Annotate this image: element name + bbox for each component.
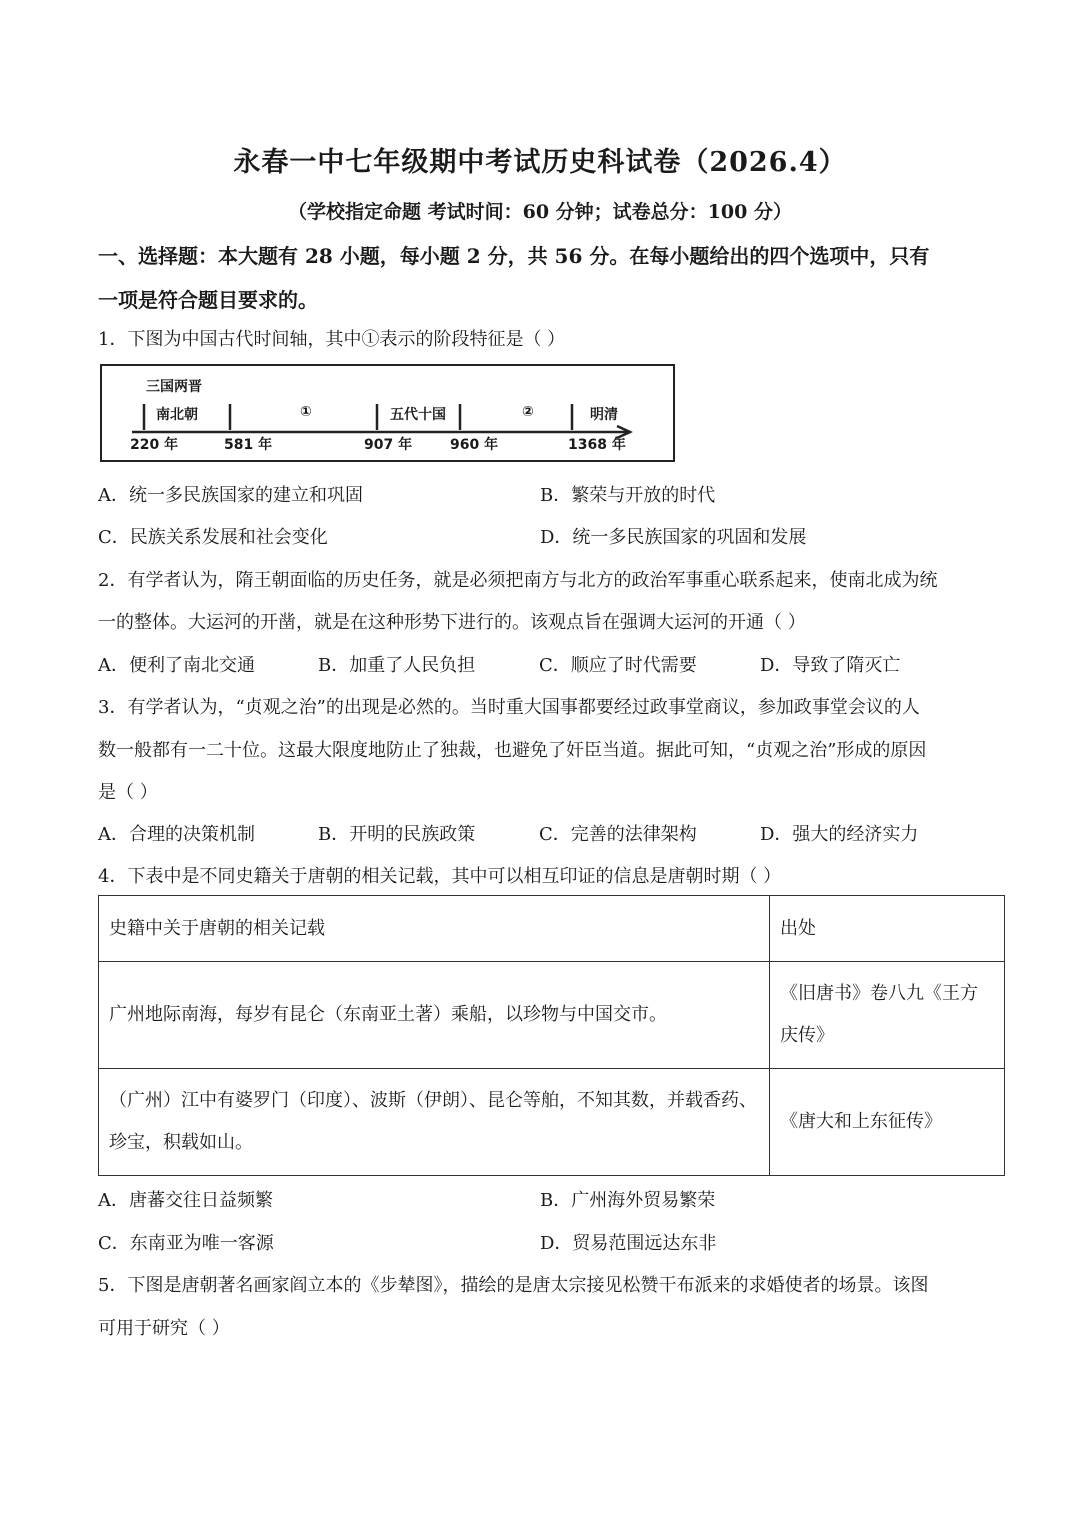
- table-header-row: [99, 896, 1005, 962]
- q2-stem-line2: 一的整体。大运河的开凿，就是在这种形势下进行的。该观点旨在强调大运河的开通（ ）: [98, 612, 806, 633]
- q1-stem: 1．下图为中国古代时间轴，其中①表示的阶段特征是（ ）: [98, 329, 566, 350]
- q4-records-table: [98, 895, 1005, 1176]
- q3-option-b[interactable]: B．开明的民族政策: [318, 824, 476, 845]
- table-cell: 《旧唐书》卷八九《王方庆传》: [770, 962, 1005, 1069]
- table-row: [99, 1069, 1005, 1176]
- q3-stem-line2: 数一般都有一二十位。这最大限度地防止了独裁，也避免了奸臣当道。据此可知，“贞观之治”形成的原因: [98, 740, 927, 761]
- table-header-cell: 出处: [770, 896, 1005, 962]
- q4-option-c[interactable]: C．东南亚为唯一客源: [98, 1233, 274, 1254]
- q5-stem-line1: 5．下图是唐朝著名画家阎立本的《步辇图》，描绘的是唐太宗接见松赞干布派来的求婚使者的场景。该图: [98, 1275, 929, 1296]
- exam-subtitle: （学校指定命题 考试时间：60 分钟；试卷总分：100 分）: [288, 201, 792, 223]
- q1-option-b[interactable]: B．繁荣与开放的时代: [540, 485, 716, 506]
- q4-option-a[interactable]: A．唐蕃交往日益频繁: [98, 1190, 273, 1211]
- q2-option-c[interactable]: C．顺应了时代需要: [539, 655, 697, 676]
- q3-option-d[interactable]: D．强大的经济实力: [760, 824, 919, 845]
- timeline-year: 1368 年: [568, 437, 626, 453]
- timeline-year: 907 年: [364, 437, 413, 453]
- table-cell: 《唐大和上东征传》: [770, 1069, 1005, 1176]
- timeline-top-label: 三国两晋: [146, 379, 202, 395]
- section-heading-line1: 一、选择题：本大题有 28 小题，每小题 2 分，共 56 分。在每小题给出的四个选项中，只有: [98, 244, 930, 268]
- timeline-period: 南北朝: [156, 407, 198, 423]
- timeline-year: 960 年: [450, 437, 499, 453]
- timeline-period: 明清: [590, 407, 618, 423]
- timeline-period: ①: [300, 404, 312, 420]
- q1-option-d[interactable]: D．统一多民族国家的巩固和发展: [540, 527, 807, 548]
- q3-stem-line3: 是（ ）: [98, 782, 158, 803]
- timeline-year: 581 年: [224, 437, 273, 453]
- timeline-year: 220 年: [130, 437, 179, 453]
- q3-option-a[interactable]: A．合理的决策机制: [98, 824, 255, 845]
- table-cell: 广州地际南海，每岁有昆仑（东南亚土著）乘船，以珍物与中国交市。: [99, 962, 770, 1069]
- timeline-period: 五代十国: [390, 407, 446, 423]
- section-heading-line2: 一项是符合题目要求的。: [98, 288, 318, 312]
- table-cell: （广州）江中有婆罗门（印度）、波斯（伊朗）、昆仑等舶，不知其数，并载香药、珍宝，积载如山。: [99, 1069, 770, 1176]
- q4-option-b[interactable]: B．广州海外贸易繁荣: [540, 1190, 716, 1211]
- q4-option-d[interactable]: D．贸易范围远达东非: [540, 1233, 717, 1254]
- q2-option-d[interactable]: D．导致了隋灭亡: [760, 655, 901, 676]
- q2-option-a[interactable]: A．便利了南北交通: [98, 655, 255, 676]
- table-header-cell: 史籍中关于唐朝的相关记载: [99, 896, 770, 962]
- timeline-period: ②: [522, 404, 534, 420]
- q1-option-a[interactable]: A．统一多民族国家的建立和巩固: [98, 485, 363, 506]
- q5-stem-line2: 可用于研究（ ）: [98, 1318, 230, 1339]
- q3-stem-line1: 3．有学者认为，“贞观之治”的出现是必然的。当时重大国事都要经过政事堂商议，参加政事堂会议的人: [98, 697, 920, 718]
- exam-title: 永春一中七年级期中考试历史科试卷（2026.4）: [233, 147, 847, 178]
- q2-stem-line1: 2．有学者认为，隋王朝面临的历史任务，就是必须把南方与北方的政治军事重心联系起来，使南北成为统: [98, 570, 938, 591]
- q1-timeline-figure: [100, 364, 675, 462]
- q3-option-c[interactable]: C．完善的法律架构: [539, 824, 697, 845]
- table-row: [99, 962, 1005, 1069]
- q4-stem: 4．下表中是不同史籍关于唐朝的相关记载，其中可以相互印证的信息是唐朝时期（ ）: [98, 866, 782, 887]
- q1-option-c[interactable]: C．民族关系发展和社会变化: [98, 527, 328, 548]
- q2-option-b[interactable]: B．加重了人民负担: [318, 655, 476, 676]
